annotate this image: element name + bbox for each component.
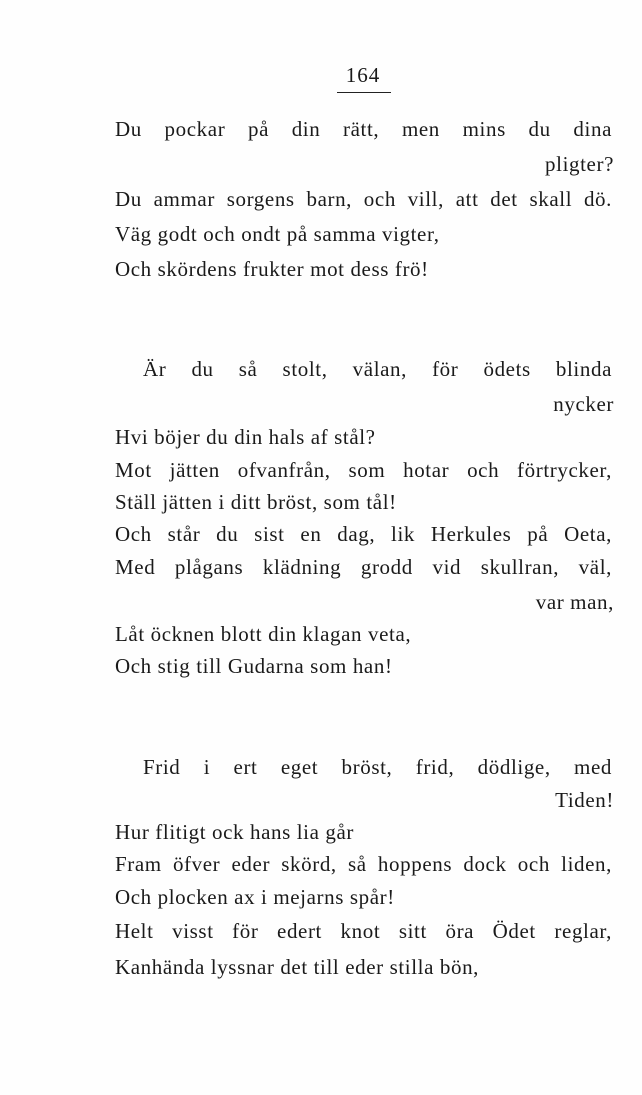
stanza-1-line-2: pligter? (545, 152, 614, 176)
stanza-1-line-5: Och skördens frukter mot dess frö! (115, 257, 429, 281)
stanza-2-line-1: Är du så stolt, välan, för ödets blinda (143, 357, 612, 381)
stanza-3-line-1: Frid i ert eget bröst, frid, dödlige, med (143, 755, 612, 779)
stanza-3-line-5: Och plocken ax i mejarns spår! (115, 885, 395, 909)
stanza-2-line-5: Ställ jätten i ditt bröst, som tål! (115, 490, 397, 514)
stanza-2-line-3: Hvi böjer du din hals af stål? (115, 425, 376, 449)
stanza-2-line-10: Och stig till Gudarna som han! (115, 654, 393, 678)
stanza-3-line-2: Tiden! (555, 788, 614, 812)
stanza-2-line-7: Med plågans klädning grodd vid skullran, väl, (115, 555, 612, 579)
stanza-1-line-1: Du pockar på din rätt, men mins du dina (115, 117, 612, 141)
stanza-2-line-8: var man, (535, 590, 614, 614)
stanza-3-line-7: Kanhända lyssnar det till eder stilla bön, (115, 955, 480, 979)
stanza-2-line-4: Mot jätten ofvanfrån, som hotar och förtrycker, (115, 458, 612, 482)
stanza-2-line-6: Och står du sist en dag, lik Herkules på Oeta, (115, 522, 612, 546)
stanza-1-line-3: Du ammar sorgens barn, och vill, att det skall dö. (115, 187, 612, 211)
stanza-2-line-9: Låt öcknen blott din klagan veta, (115, 622, 412, 646)
stanza-3-line-6: Helt visst för edert knot sitt öra Ödet reglar, (115, 919, 612, 943)
stanza-1-line-4: Väg godt och ondt på samma vigter, (115, 222, 440, 246)
page-number-rule (337, 92, 391, 93)
stanza-3-line-3: Hur flitigt ock hans lia går (115, 820, 354, 844)
stanza-2-line-2: nycker (553, 392, 614, 416)
stanza-3-line-4: Fram öfver eder skörd, så hoppens dock och liden, (115, 852, 612, 876)
page-number: 164 (345, 63, 381, 87)
